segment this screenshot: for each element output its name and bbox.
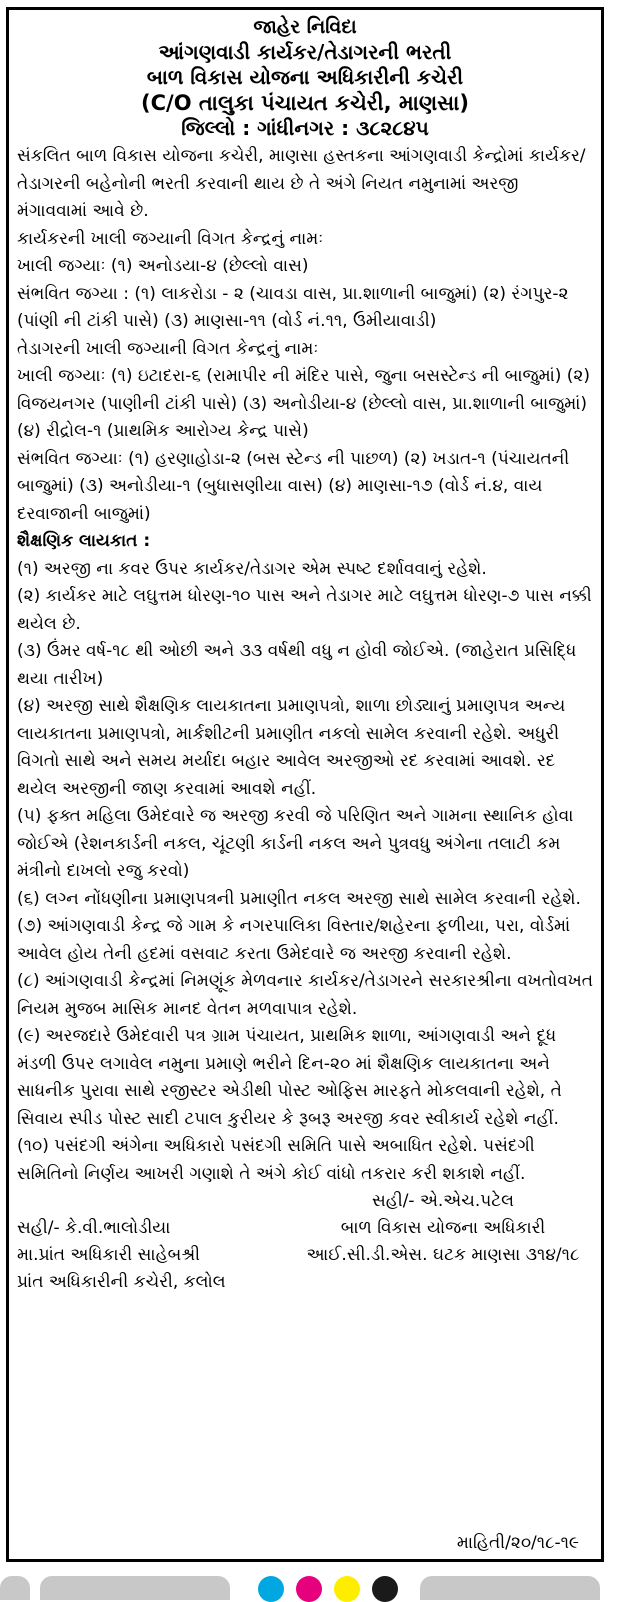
notice-title: જાહેર નિવિદા bbox=[253, 16, 357, 38]
point-2: (૨) કાર્યકર માટે લઘુત્તમ ધોરણ-૧૦ પાસ અને તેડાગર માટે લઘુત્તમ ધોરણ-૭ પાસ નક્કી થયેલ છે. bbox=[17, 586, 592, 634]
point-3: (૩) ઉંમર વર્ષ-૧૮ થી ઓછી અને ૩૩ વર્ષથી વધુ ન હોવી જોઈએ. (જાહેરાત પ્રસિદ્ધિ થયા તારીખ) bbox=[17, 641, 577, 689]
point-1: (૧) અરજી ના કવર ઉપર કાર્યકર/તેડાગર એમ સ્પષ્ટ દર્શાવવાનું રહેશે. bbox=[17, 558, 487, 579]
right-signature-title: બાળ વિકાસ યોજના અધિકારી bbox=[340, 1218, 546, 1238]
point-8: (૮) આંગણવાડી કેન્દ્રમાં નિમણૂંક મેળવનાર કાર્યકર/તેડાગરને સરકારશ્રીના વખતોવખત નિયમ મુજબ માસિક માનદ વેતન મળવાપાત્ર રહેશે. bbox=[17, 971, 594, 1019]
qualification-heading: શૈક્ષણિક લાયકાત : bbox=[17, 531, 151, 551]
public-notice bbox=[6, 7, 604, 1562]
black-mark bbox=[372, 1576, 398, 1602]
right-signature-office: આઈ.સી.ડી.એસ. ઘટક માણસા ૩૧૪/૧૮ bbox=[306, 1245, 580, 1265]
point-5: (૫) ફક્ત મહિલા ઉમેદવારે જ અરજી કરવી જે પરિણિત અને ગામના સ્થાનિક હોવા જોઈએ (રેશનકાર્ડની નકલ, ચૂંટણી કાર્ડની નકલ અને પુત્રવધુ અંગેના તલાટી કમ મંત્રીનો દાખલો રજુ કરવો) bbox=[17, 806, 574, 881]
recruitment-title: આંગણવાડી કાર્યકર/તેડાગરની ભરતી bbox=[158, 39, 452, 64]
point-4: (૪) અરજી સાથે શૈક્ષણિક લાયકાતના પ્રમાણપત્રો, શાળા છોડ્યાનું પ્રમાણપત્ર અન્ય લાયકાતના પ્રમાણપત્રો, માર્કશીટની પ્રમાણીત નકલો સામેલ કરવાની રહેશે. અધુરી વિગતો સાથે અને સમય મર્યાદા બહાર આવેલ અરજીઓ રદ કરવામાં આવશે. રદ થયેલ અરજીની જાણ કરવામાં આવશે નહીં. bbox=[17, 696, 566, 799]
right-signature-name: સહી/- એ.એચ.પટેલ bbox=[371, 1191, 515, 1211]
left-signature-office: પ્રાંત અધિકારીની કચેરી, કલોલ bbox=[17, 1272, 226, 1292]
point-10: (૧૦) પસંદગી અંગેના અધિકારો પસંદગી સમિતિ પાસે અબાધિત રહેશે. પસંદગી સમિતિનો નિર્ણય આખરી ગણાશે તે અંગે કોઈ વાંધો તકરાર કરી શકાશે નહીં. bbox=[17, 1136, 535, 1184]
notice-header bbox=[17, 16, 593, 141]
left-signature-title: મા.પ્રાંત અધિકારી સાહેબશ્રી bbox=[17, 1245, 201, 1265]
magenta-mark bbox=[296, 1576, 322, 1602]
gray-mark-left bbox=[0, 1576, 30, 1600]
left-signature-name: સહી/- કે.વી.ભાલોડીયા bbox=[17, 1218, 171, 1238]
gray-mark-left-2 bbox=[40, 1576, 230, 1600]
worker-vacant: ખાલી જગ્યાઃ (૧) અનોડયા-૪ (છેલ્લો વાસ) bbox=[17, 256, 309, 276]
helper-possible: સંભવિત જગ્યાઃ (૧) હરણાહોડા-૨ (બસ સ્ટેન્ડ ની પાછળ) (૨) ખડાત-૧ (પંચાયતની બાજુમાં) (૩) અનોડીયા-૧ (બુધાસણીયા વાસ) (૪) માણસા-૧૭ (વોર્ડ નં.૪, વાય દરવાજાની બાજુમાં) bbox=[17, 448, 570, 524]
info-code: માહિતી/૨૦/૧૮-૧૯ bbox=[456, 1533, 579, 1553]
office-name: બાળ વિકાસ યોજના અધિકારીની કચેરી bbox=[146, 64, 464, 89]
office-address: (C/O તાલુકા પંચાયત કચેરી, માણસા) bbox=[141, 90, 469, 115]
helper-heading: તેડાગરની ખાલી જગ્યાની વિગત કેન્દ્રનું નામઃ bbox=[17, 338, 319, 359]
point-7: (૭) આંગણવાડી કેન્દ્ર જે ગામ કે નગરપાલિકા વિસ્તાર/શહેરના ફળીયા, પરા, વોર્ડમાં આવેલ હોય તેની હદમાં વસવાટ કરતા ઉમેદવારે જ અરજી કરવાની રહેશે. bbox=[17, 916, 571, 964]
signature-block bbox=[17, 1188, 593, 1296]
intro-paragraph: સંકલિત બાળ વિકાસ યોજના કચેરી, માણસા હસ્તકના આંગણવાડી કેન્દ્રોમાં કાર્યકર/તેડાગરની બહેનોની ભરતી કરવાની થાય છે તે અંગે નિયત નમુનામાં અરજી મંગાવવામાં આવે છે. bbox=[17, 146, 586, 221]
district-pin: જિલ્લો : ગાંધીનગર : ૩૮૨૮૪૫ bbox=[181, 116, 429, 140]
gray-mark-right bbox=[420, 1576, 600, 1600]
helper-vacant: ખાલી જગ્યાઃ (૧) ઇટાદરા-૬ (રામાપીર ની મંદિર પાસે, જુના બસસ્ટેન્ડ ની બાજુમાં) (૨) વિજયનગર (પાણીની ટાંકી પાસે) (૩) અનોડીયા-૪ (છેલ્લો વાસ, પ્રા.શાળાની બાજુમાં) (૪) રીદ્રોલ-૧ (પ્રાથમિક આરોગ્ય કેન્દ્ર પાસે) bbox=[17, 366, 591, 441]
notice-body bbox=[17, 143, 593, 1188]
cyan-mark bbox=[258, 1576, 284, 1602]
point-6: (૬) લગ્ન નોંધણીના પ્રમાણપત્રની પ્રમાણીત નકલ અરજી સાથે સામેલ કરવાની રહેશે. bbox=[17, 888, 581, 909]
yellow-mark bbox=[334, 1576, 360, 1602]
print-color-bar bbox=[0, 1570, 620, 1600]
worker-heading: કાર્યકરની ખાલી જગ્યાની વિગત કેન્દ્રનું નામઃ bbox=[17, 228, 324, 249]
worker-possible: સંભવિત જગ્યા : (૧) લાકરોડા - ૨ (ચાવડા વાસ, પ્રા.શાળાની બાજુમાં) (૨) રંગપુર-૨ (પાંણી ની ટાંકી પાસે) (૩) માણસા-૧૧ (વોર્ડ નં.૧૧, ઉમીયાવાડી) bbox=[17, 283, 569, 331]
point-9: (૯) અરજદારે ઉમેદવારી પત્ર ગ્રામ પંચાયત, પ્રાથમિક શાળા, આંગણવાડી અને દૂધ મંડળી ઉપર લગાવેલ નમુના પ્રમાણે ભરીને દિન-૨૦ માં શૈક્ષણિક લાયકાતના અને સાધનીક પુરાવા સાથે રજીસ્ટર એડીથી પોસ્ટ ઓફિસ મારફતે મોકલવાની રહેશે, તે સિવાય સ્પીડ પોસ્ટ સાદી ટપાલ કુરીયર કે રૂબરૂ અરજી કવર સ્વીકાર્ય રહેશે નહીં. bbox=[17, 1026, 562, 1129]
